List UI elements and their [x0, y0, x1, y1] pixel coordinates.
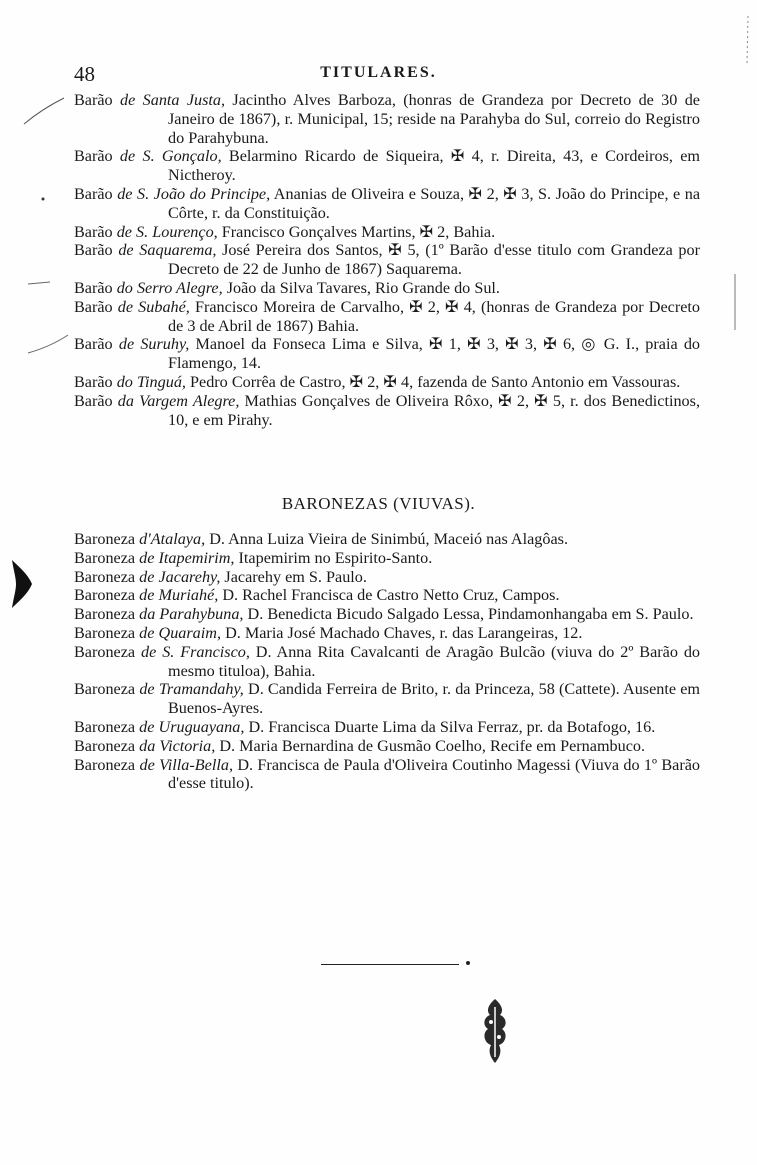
list-item: Baroneza da Parahybuna, D. Benedicta Bicudo Salgado Lessa, Pindamonhangaba em S. Paulo. — [74, 605, 694, 624]
list-item: Baroneza de Jacarehy, Jacarehy em S. Paulo. — [74, 567, 367, 586]
margin-pencil-tick-icon — [26, 278, 52, 288]
divider-dot — [466, 961, 470, 965]
margin-pencil-tick-icon — [26, 333, 70, 357]
list-item: Baroneza de Tramandahy, D. Candida Ferreira de Brito, r. da Princeza, 58 (Cattete). Ausente em Buenos-Ayres. — [74, 680, 701, 718]
list-item: Baroneza de Uruguayana, D. Francisca Duarte Lima da Silva Ferraz, pr. da Botafogo, 16. — [74, 717, 656, 736]
list-item: Baroneza de Quaraim, D. Maria José Machado Chaves, r. das Larangeiras, 12. — [74, 623, 583, 642]
list-item: Baroneza de S. Francisco, D. Anna Rita Cavalcanti de Aragão Bulcão (viuva do 2º Barão do mesmo tituloa), Bahia. — [74, 642, 701, 680]
list-item: Baroneza de Villa-Bella, D. Francisca de Paula d'Oliveira Coutinho Magessi (Viuva do 1º Barão d'esse titulo). — [74, 755, 701, 793]
margin-pencil-line-icon — [732, 272, 738, 332]
end-rule-divider — [321, 964, 459, 965]
barons-list — [74, 91, 700, 429]
list-item: Baroneza de Muriahé, D. Rachel Francisca de Castro Netto Cruz, Campos. — [74, 586, 560, 605]
running-title: TITULARES. — [320, 64, 437, 81]
baronesses-list — [74, 530, 700, 793]
list-item: Barão de Suruhy, Manoel da Fonseca Lima e Silva, ✠ 1, ✠ 3, ✠ 3, ✠ 6, ◎ G. I., praia do Flamengo, 14. — [74, 335, 701, 373]
fleuron-ornament-icon — [478, 997, 512, 1065]
list-item: Barão de S. Gonçalo, Belarmino Ricardo de Siqueira, ✠ 4, r. Direita, 43, e Cordeiros, em Nictheroy. — [74, 147, 700, 185]
list-item: Barão de Subahé, Francisco Moreira de Carvalho, ✠ 2, ✠ 4, (honras de Grandeza por Decreto de 3 de Abril de 1867) Bahia. — [74, 297, 701, 335]
list-item: Baroneza da Victoria, D. Maria Bernardina de Gusmão Coelho, Recife em Pernambuco. — [74, 736, 646, 755]
page-number: 48 — [74, 62, 95, 86]
list-item: Barão do Serro Alegre, João da Silva Tavares, Rio Grande do Sul. — [74, 278, 500, 297]
margin-pencil-tick-icon — [22, 88, 66, 128]
margin-pointer-icon — [6, 556, 36, 612]
section-heading: BARONEZAS (VIUVAS). — [281, 494, 476, 513]
list-item: Baroneza de Itapemirim, Itapemirim no Espirito-Santo. — [74, 548, 433, 567]
list-item: Barão de Santa Justa, Jacintho Alves Barboza, (honras de Grandeza por Decreto de 30 de Janeiro de 1867), r. Municipal, 15; reside na Parahyba do Sul, correio do Registro do Parahybuna. — [74, 91, 700, 147]
list-item: Barão do Tinguá, Pedro Corrêa de Castro, ✠ 2, ✠ 4, fazenda de Santo Antonio em Vassouras. — [74, 372, 681, 391]
list-item: Barão de Saquarema, José Pereira dos Santos, ✠ 5, (1º Barão d'esse titulo com Grandeza por Decreto de 22 de Junho de 1867) Saquarema. — [74, 241, 701, 279]
margin-pencil-line-icon — [744, 14, 752, 66]
list-item: Barão de S. Lourenço, Francisco Gonçalves Martins, ✠ 2, Bahia. — [74, 222, 496, 241]
list-item: Baroneza d'Atalaya, D. Anna Luiza Vieira de Sinimbú, Maceió nas Alagôas. — [74, 530, 569, 548]
list-item: Barão de S. João do Principe, Ananias de Oliveira e Souza, ✠ 2, ✠ 3, S. João do Principe, e na Côrte, r. da Constituição. — [74, 184, 701, 222]
list-item: Barão da Vargem Alegre, Mathias Gonçalves de Oliveira Rôxo, ✠ 2, ✠ 5, r. dos Benedictinos, 10, e em Pirahy. — [74, 391, 701, 429]
margin-dot-icon — [40, 196, 46, 202]
